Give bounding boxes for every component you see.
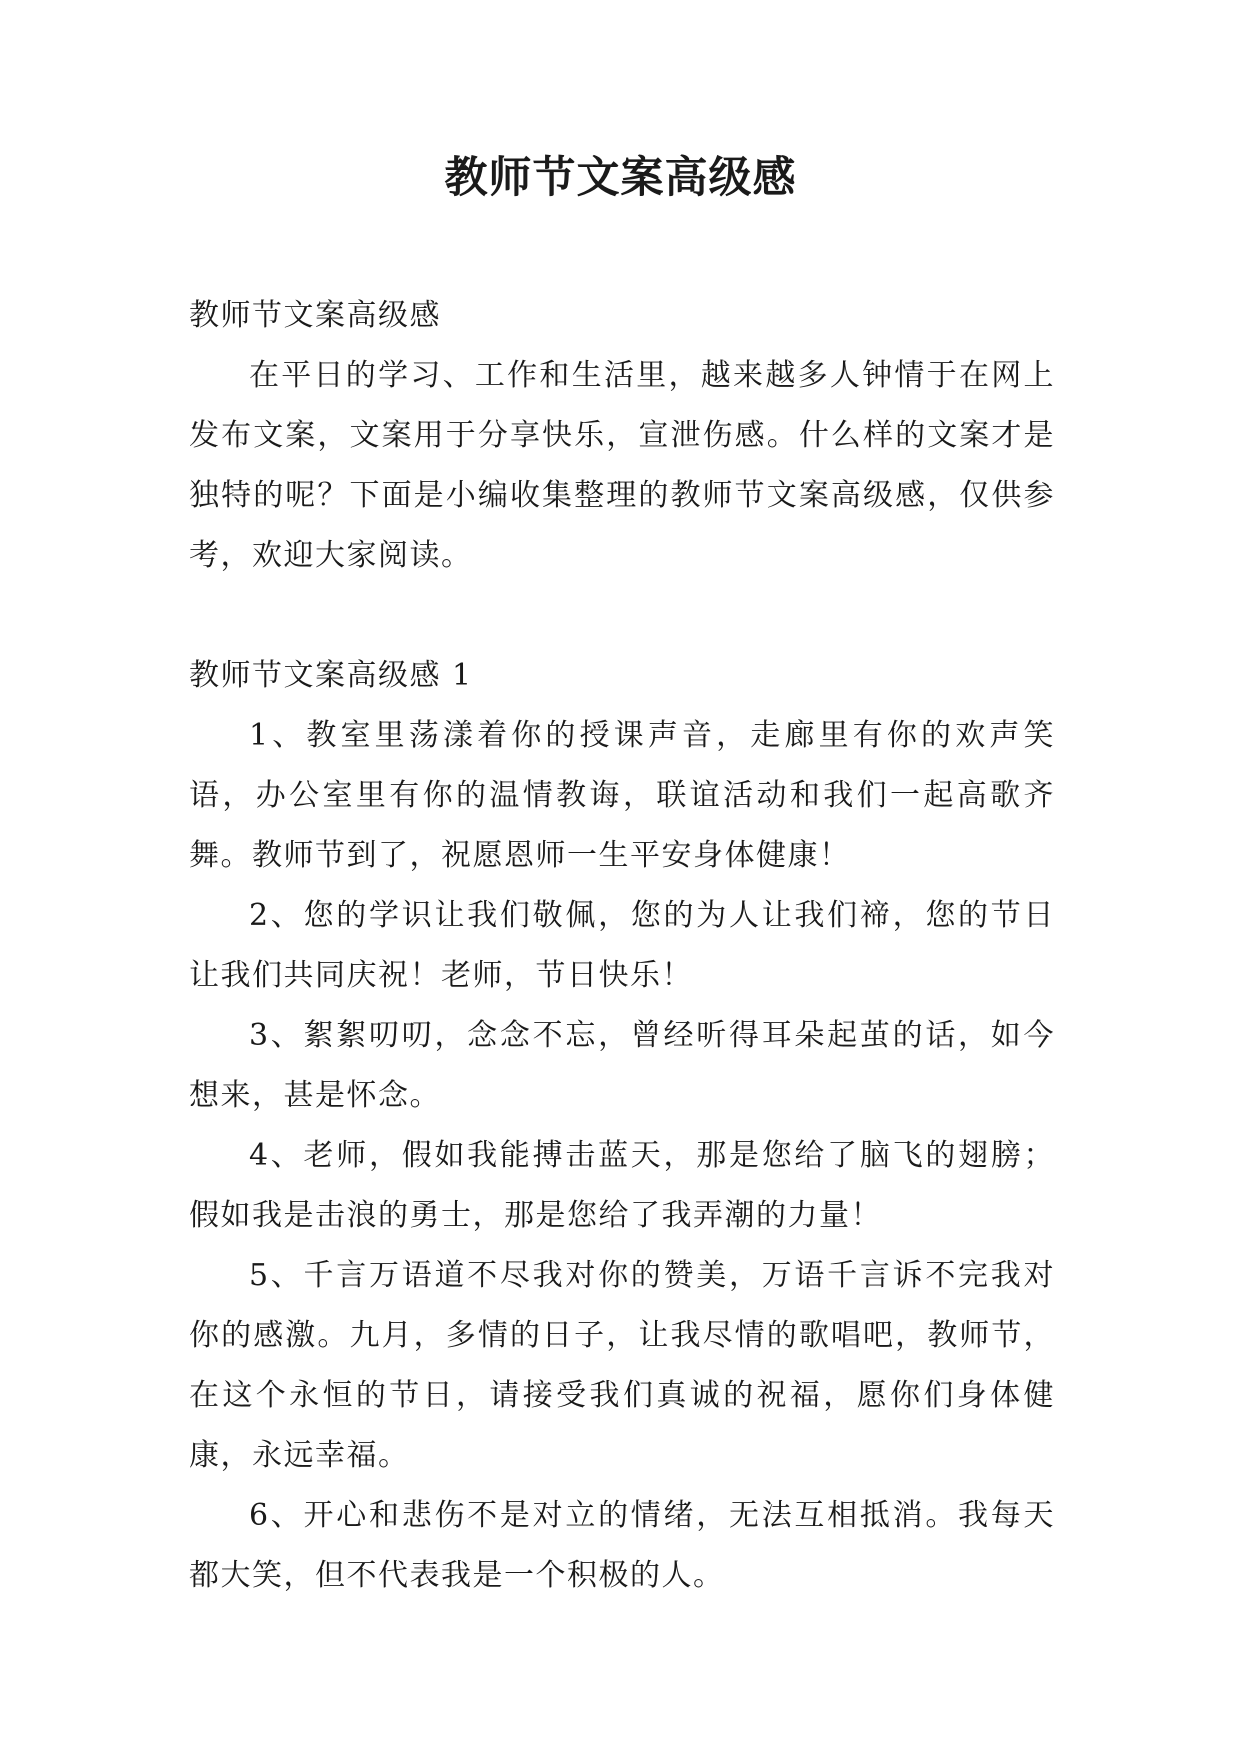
section-heading: 教师节文案高级感 1 — [189, 658, 473, 693]
document-body — [189, 286, 1055, 1606]
intro-heading: 教师节文案高级感 — [189, 298, 441, 333]
section-spacer — [189, 586, 1055, 646]
list-item: 6、开心和悲伤不是对立的情绪，无法互相抵消。我每天都大笑，但不代表我是一个积极的人。 — [189, 1498, 1055, 1593]
list-item: 5、千言万语道不尽我对你的赞美，万语千言诉不完我对你的感激。九月，多情的日子，让我尽情的歌唱吧，教师节，在这个永恒的节日，请接受我们真诚的祝福，愿你们身体健康，永远幸福。 — [189, 1258, 1055, 1473]
page-title: 教师节文案高级感 — [444, 153, 797, 203]
intro-paragraph: 在平日的学习、工作和生活里，越来越多人钟情于在网上发布文案，文案用于分享快乐，宣泄伤感。什么样的文案才是独特的呢？下面是小编收集整理的教师节文案高级感，仅供参考，欢迎大家阅读。 — [189, 358, 1055, 573]
list-item: 2、您的学识让我们敬佩，您的为人让我们禘，您的节日让我们共同庆祝！老师，节日快乐！ — [189, 898, 1055, 993]
list-item: 3、絮絮叨叨，念念不忘，曾经听得耳朵起茧的话，如今想来，甚是怀念。 — [189, 1018, 1055, 1113]
list-item: 1、教室里荡漾着你的授课声音，走廊里有你的欢声笑语，办公室里有你的温情教诲，联谊活动和我们一起高歌齐舞。教师节到了，祝愿恩师一生平安身体健康！ — [189, 718, 1055, 873]
list-item: 4、老师，假如我能搏击蓝天，那是您给了脑飞的翅膀；假如我是击浪的勇士，那是您给了我弄潮的力量！ — [189, 1138, 1055, 1233]
